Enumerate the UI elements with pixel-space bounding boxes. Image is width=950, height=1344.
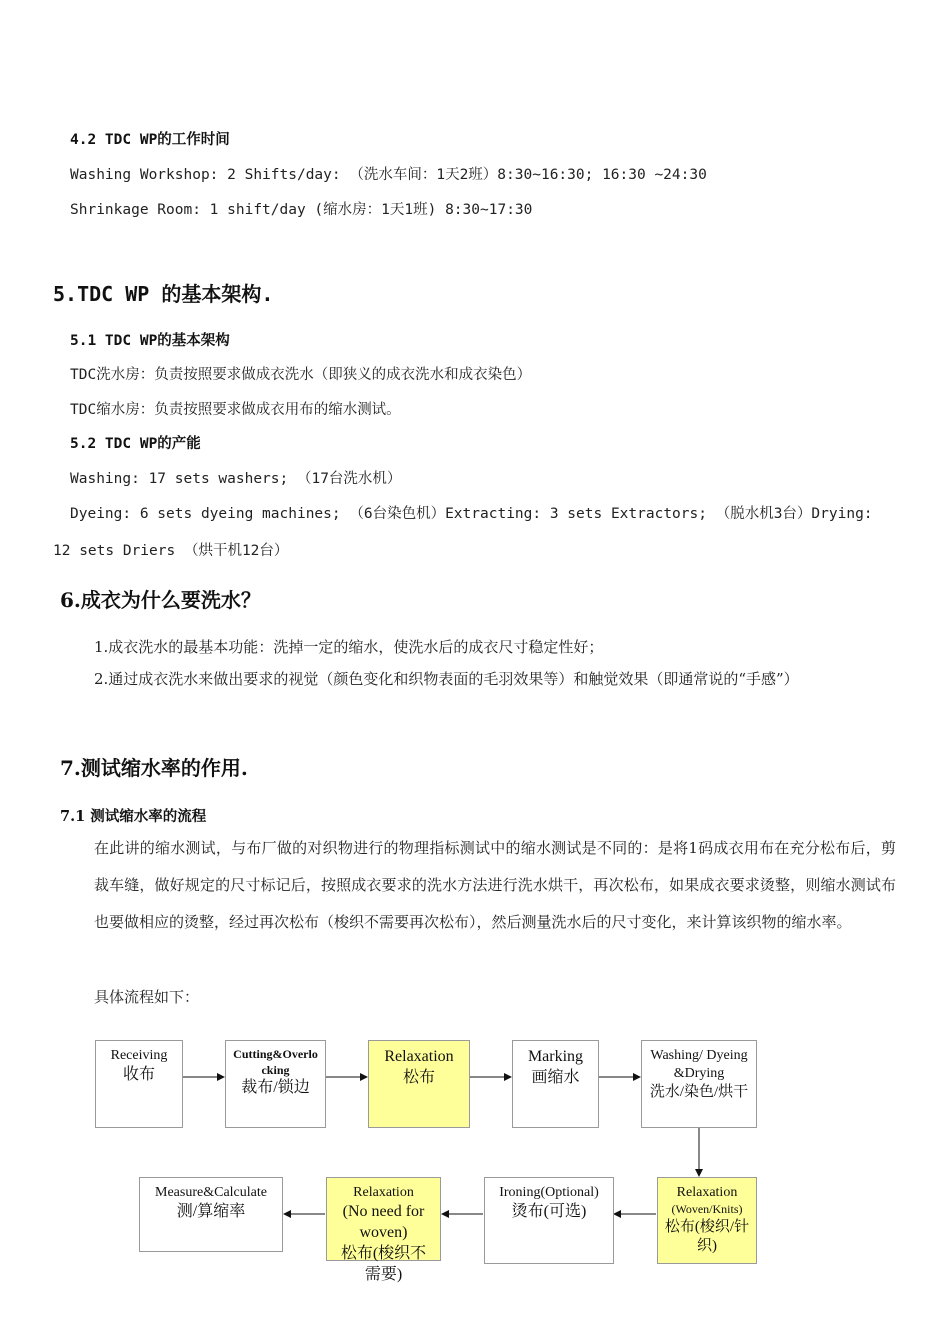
- shrinkage-test-description: 在此讲的缩水测试，与布厂做的对织物进行的物理指标测试中的缩水测试是不同的：是将1码成衣用布在充分松布后，剪裁车缝，做好规定的尺寸标记后，按照成衣要求的洗水方法进行洗水烘干，再次松布，如果成衣要求烫整，则缩水测试布也要做相应的烫整，经过再次松布（梭织不需要再次松布），然后测量洗水后的尺寸变化，来计算该织物的缩水率。: [94, 839, 896, 931]
- structure-shrinkage-room: TDC缩水房：负责按照要求做成衣用布的缩水测试。: [70, 402, 401, 418]
- flow-step-relaxation-2-sub: (Woven/Knits): [671, 1202, 743, 1217]
- flow-step-marking-en: Marking: [527, 1048, 584, 1065]
- flow-step-relaxation-1-en: Relaxation: [384, 1048, 454, 1065]
- section-6-title: 6.成衣为什么要洗水？: [60, 588, 261, 612]
- flow-step-cutting-cn: 裁布/锁边: [241, 1079, 310, 1097]
- flow-step-cutting: [225, 1040, 326, 1128]
- section-5-2-title: 5.2 TDC WP的产能: [70, 436, 201, 452]
- flow-step-measure-cn: 测/算缩率: [176, 1203, 246, 1221]
- flow-step-relaxation-1-cn: 松布: [402, 1068, 435, 1086]
- flow-step-washing: [641, 1040, 757, 1128]
- flow-step-receiving-en: Receiving: [110, 1048, 168, 1063]
- section-5-1-title: 5.1 TDC WP的基本架构: [70, 333, 230, 349]
- reason-item-1: 1.成衣洗水的最基本功能：洗掉一定的缩水，使洗水后的成衣尺寸稳定性好；: [94, 638, 604, 656]
- working-hours-washing: Washing Workshop: 2 Shifts/day: （洗水车间：1天2班）8:30~16:30; 16:30 ~24:30: [70, 167, 707, 183]
- flow-step-cutting-en: Cutting&Overlocking: [233, 1047, 318, 1077]
- flow-step-marking-cn: 画缩水: [531, 1068, 580, 1086]
- section-7-1-title: 7.1 测试缩水率的流程: [60, 808, 207, 825]
- section-5-title: 5.TDC WP 的基本架构.: [53, 282, 274, 306]
- flow-step-washing-en: Washing/ Dyeing&Drying: [650, 1048, 748, 1082]
- flow-step-measure: [139, 1177, 283, 1252]
- flow-step-relaxation-1: [368, 1040, 470, 1128]
- flow-step-measure-en: Measure&Calculate: [155, 1185, 267, 1200]
- flow-intro: 具体流程如下：: [94, 988, 200, 1006]
- flow-step-relaxation-2-en: Relaxation: [676, 1185, 738, 1200]
- reason-item-2: 2.通过成衣洗水来做出要求的视觉（颜色变化和织物表面的毛羽效果等）和触觉效果（即通常说的“手感”）: [94, 670, 799, 688]
- section-4-2-title: 4.2 TDC WP的工作时间: [70, 132, 230, 148]
- flow-step-relaxation-3-en: Relaxation: [353, 1185, 414, 1200]
- flow-step-ironing: [484, 1177, 614, 1264]
- section-7-title: 7.测试缩水率的作用.: [60, 756, 248, 780]
- structure-washing-room: TDC洗水房：负责按照要求做成衣洗水（即狭义的成衣洗水和成衣染色）: [70, 367, 532, 383]
- flow-step-ironing-cn: 烫布(可选): [511, 1203, 587, 1221]
- flow-step-receiving: [95, 1040, 183, 1128]
- working-hours-shrinkage: Shrinkage Room: 1 shift/day (缩水房：1天1班) 8:30~17:30: [70, 202, 533, 218]
- capacity-dyeing: Dyeing: 6 sets dyeing machines; （6台染色机）Extracting: 3 sets Extractors; （脱水机3台）Drying:: [70, 506, 873, 522]
- flow-step-washing-cn: 洗水/染色/烘干: [649, 1084, 749, 1101]
- flow-step-ironing-en: Ironing(Optional): [499, 1185, 599, 1200]
- flow-step-relaxation-2: [657, 1177, 757, 1264]
- flow-step-relaxation-2-cn: 松布(梭织/针织): [664, 1218, 750, 1255]
- flow-step-relaxation-3: [326, 1177, 441, 1283]
- flow-step-marking: [512, 1040, 599, 1128]
- capacity-drying: 12 sets Driers （烘干机12台）: [53, 543, 289, 559]
- flow-step-relaxation-3-sub: (No need for woven): [342, 1203, 425, 1241]
- capacity-washing: Washing: 17 sets washers; （17台洗水机）: [70, 471, 402, 487]
- flow-step-receiving-cn: 收布: [122, 1066, 155, 1084]
- flow-step-relaxation-3-cn: 松布(梭织不需要): [340, 1244, 427, 1283]
